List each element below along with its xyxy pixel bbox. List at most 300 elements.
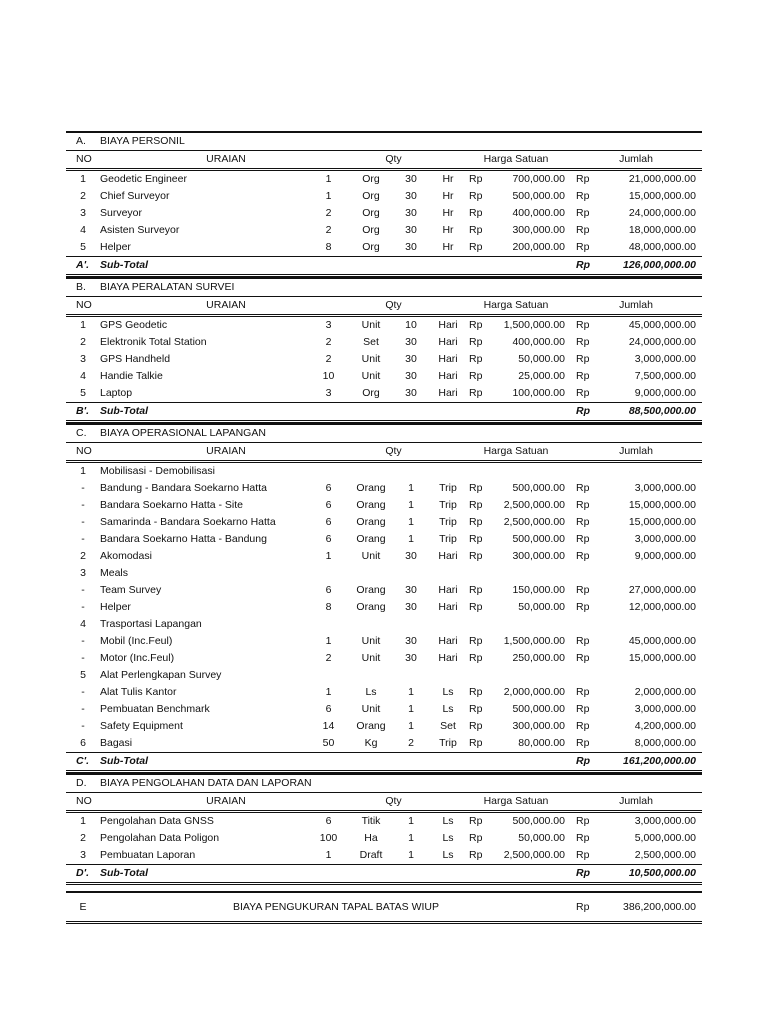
item-amount-currency: Rp [576, 207, 590, 219]
table-row [66, 385, 702, 402]
item-price-currency: Rp [469, 550, 483, 562]
item-qty-count: 1 [325, 686, 332, 698]
grand-total-amount: 386,200,000.00 [623, 901, 696, 913]
item-description: Geodetic Engineer [100, 173, 187, 185]
item-duration: 1 [408, 832, 414, 844]
item-duration: 30 [405, 635, 417, 647]
section-title-row [66, 423, 702, 443]
item-description: Mobilisasi - Demobilisasi [100, 465, 215, 477]
item-duration-unit: Trip [439, 499, 457, 511]
subtotal-label: Sub-Total [100, 755, 149, 767]
item-qty-unit: Orang [356, 601, 386, 613]
item-duration-unit: Hari [438, 550, 458, 562]
item-qty-unit: Unit [361, 550, 381, 562]
item-amount-currency: Rp [576, 241, 590, 253]
item-duration: 1 [408, 720, 414, 732]
header-no: NO [76, 445, 92, 457]
item-amount-currency: Rp [576, 190, 590, 202]
item-qty-unit: Org [362, 207, 380, 219]
column-header-row [66, 443, 702, 463]
item-duration-unit: Trip [439, 533, 457, 545]
table-row [66, 735, 702, 752]
item-qty-unit: Org [362, 224, 380, 236]
subtotal-currency: Rp [576, 259, 590, 271]
item-no: 1 [80, 465, 86, 477]
item-description: Trasportasi Lapangan [100, 618, 202, 630]
item-amount-currency: Rp [576, 336, 590, 348]
item-no: - [81, 499, 85, 511]
item-duration: 10 [405, 319, 417, 331]
item-no: - [81, 686, 85, 698]
header-uraian: URAIAN [206, 445, 246, 457]
item-unit-price: 500,000.00 [512, 190, 565, 202]
item-unit-price: 80,000.00 [518, 737, 565, 749]
item-duration: 1 [408, 703, 414, 715]
item-qty-count: 1 [325, 849, 332, 861]
item-duration-unit: Hari [438, 336, 458, 348]
item-description: Safety Equipment [100, 720, 183, 732]
item-duration: 1 [408, 482, 414, 494]
item-unit-price: 250,000.00 [512, 652, 565, 664]
item-unit-price: 25,000.00 [518, 370, 565, 382]
item-description: GPS Geodetic [100, 319, 168, 331]
item-qty-count: 1 [325, 190, 332, 202]
header-qty: Qty [385, 299, 402, 311]
item-unit-price: 400,000.00 [512, 336, 565, 348]
item-qty-count: 8 [325, 601, 332, 613]
item-description: Team Survey [100, 584, 162, 596]
item-amount-currency: Rp [576, 387, 590, 399]
header-qty: Qty [385, 445, 402, 457]
item-qty-unit: Unit [361, 370, 381, 382]
item-unit-price: 2,500,000.00 [503, 849, 565, 861]
item-description: Bandara Soekarno Hatta - Bandung [100, 533, 267, 545]
item-qty-count: 2 [325, 652, 332, 664]
item-price-currency: Rp [469, 190, 483, 202]
item-amount-currency: Rp [576, 499, 590, 511]
item-amount: 24,000,000.00 [628, 336, 696, 348]
item-duration-unit: Hr [442, 241, 454, 253]
subtotal-row [66, 752, 702, 773]
table-row [66, 188, 702, 205]
item-description: Alat Tulis Kantor [100, 686, 177, 698]
item-qty-count: 1 [325, 635, 332, 647]
item-qty-unit: Draft [359, 849, 383, 861]
item-amount-currency: Rp [576, 652, 590, 664]
item-no: 5 [80, 669, 86, 681]
item-no: 5 [80, 387, 86, 399]
item-unit-price: 700,000.00 [512, 173, 565, 185]
section-title: BIAYA PENGOLAHAN DATA DAN LAPORAN [100, 777, 312, 789]
item-price-currency: Rp [469, 224, 483, 236]
item-qty-count: 100 [319, 832, 338, 844]
item-unit-price: 500,000.00 [512, 482, 565, 494]
item-qty-unit: Orang [356, 584, 386, 596]
item-qty-unit: Orang [356, 516, 386, 528]
item-duration: 2 [408, 737, 414, 749]
table-row [66, 497, 702, 514]
item-unit-price: 50,000.00 [518, 832, 565, 844]
item-amount-currency: Rp [576, 849, 590, 861]
item-amount: 15,000,000.00 [628, 652, 696, 664]
item-qty-unit: Orang [356, 533, 386, 545]
item-amount-currency: Rp [576, 635, 590, 647]
item-unit-price: 50,000.00 [518, 353, 565, 365]
item-no: 3 [80, 353, 86, 365]
item-duration-unit: Trip [439, 482, 457, 494]
item-qty-unit: Titik [361, 815, 381, 827]
item-amount: 21,000,000.00 [628, 173, 696, 185]
subtotal-code: B'. [76, 405, 89, 417]
table-row [66, 171, 702, 188]
item-amount-currency: Rp [576, 737, 590, 749]
table-row [66, 813, 702, 830]
item-unit-price: 300,000.00 [512, 224, 565, 236]
grand-total-row [66, 891, 702, 924]
header-harga-satuan: Harga Satuan [483, 299, 549, 311]
item-description: Pengolahan Data GNSS [100, 815, 214, 827]
item-no: 4 [80, 370, 86, 382]
item-duration: 1 [408, 686, 414, 698]
item-amount-currency: Rp [576, 686, 590, 698]
item-qty-count: 3 [325, 319, 332, 331]
item-qty-count: 6 [325, 516, 332, 528]
item-no: 2 [80, 550, 86, 562]
item-amount: 9,000,000.00 [634, 387, 696, 399]
table-row [66, 633, 702, 650]
item-duration: 30 [405, 550, 417, 562]
table-row [66, 650, 702, 667]
item-duration: 30 [405, 207, 417, 219]
subtotal-amount: 88,500,000.00 [628, 405, 696, 417]
item-duration-unit: Ls [442, 849, 454, 861]
header-jumlah: Jumlah [619, 153, 653, 165]
item-amount: 45,000,000.00 [628, 635, 696, 647]
table-row [66, 368, 702, 385]
section-code: B. [76, 281, 86, 293]
item-qty-count: 8 [325, 241, 332, 253]
item-duration: 1 [408, 499, 414, 511]
item-no: 5 [80, 241, 86, 253]
item-qty-count: 14 [322, 720, 335, 732]
item-description: Samarinda - Bandara Soekarno Hatta [100, 516, 276, 528]
item-qty-unit: Orang [356, 482, 386, 494]
item-amount-currency: Rp [576, 815, 590, 827]
item-duration: 30 [405, 652, 417, 664]
subtotal-amount: 126,000,000.00 [623, 259, 696, 271]
header-harga-satuan: Harga Satuan [483, 445, 549, 457]
subtotal-code: A'. [76, 259, 89, 271]
item-amount: 9,000,000.00 [634, 550, 696, 562]
item-duration-unit: Hari [438, 652, 458, 664]
item-price-currency: Rp [469, 601, 483, 613]
item-amount: 7,500,000.00 [634, 370, 696, 382]
item-qty-unit: Unit [361, 652, 381, 664]
item-amount: 27,000,000.00 [628, 584, 696, 596]
item-price-currency: Rp [469, 720, 483, 732]
item-amount-currency: Rp [576, 832, 590, 844]
item-duration-unit: Hari [438, 319, 458, 331]
item-qty-unit: Kg [364, 737, 378, 749]
item-amount-currency: Rp [576, 720, 590, 732]
item-duration-unit: Hr [442, 190, 454, 202]
item-price-currency: Rp [469, 387, 483, 399]
item-qty-unit: Orang [356, 720, 386, 732]
item-description: GPS Handheld [100, 353, 171, 365]
item-description: Helper [100, 241, 131, 253]
grand-total-code: E [79, 901, 87, 913]
item-no: 1 [80, 319, 86, 331]
item-no: 2 [80, 832, 86, 844]
item-amount: 8,000,000.00 [634, 737, 696, 749]
header-harga-satuan: Harga Satuan [483, 795, 549, 807]
table-row [66, 548, 702, 565]
item-no: 2 [80, 336, 86, 348]
section-code: C. [76, 427, 87, 439]
item-price-currency: Rp [469, 319, 483, 331]
item-amount: 3,000,000.00 [634, 815, 696, 827]
table-row [66, 718, 702, 735]
table-row [66, 701, 702, 718]
item-no: 3 [80, 849, 86, 861]
item-unit-price: 2,500,000.00 [503, 499, 565, 511]
table-row [66, 222, 702, 239]
item-no: - [81, 516, 85, 528]
item-qty-count: 6 [325, 815, 332, 827]
item-qty-unit: Unit [361, 703, 381, 715]
table-row [66, 684, 702, 701]
item-description: Handie Talkie [100, 370, 163, 382]
item-duration: 30 [405, 353, 417, 365]
subtotal-currency: Rp [576, 755, 590, 767]
item-price-currency: Rp [469, 652, 483, 664]
item-duration: 30 [405, 387, 417, 399]
subtotal-label: Sub-Total [100, 259, 149, 271]
section-title-row [66, 131, 702, 151]
item-description: Laptop [100, 387, 133, 399]
item-price-currency: Rp [469, 584, 483, 596]
item-description: Elektronik Total Station [100, 336, 207, 348]
item-qty-unit: Org [362, 387, 380, 399]
item-qty-unit: Org [362, 190, 380, 202]
item-duration: 30 [405, 584, 417, 596]
table-row [66, 582, 702, 599]
item-duration: 30 [405, 336, 417, 348]
item-qty-count: 2 [325, 336, 332, 348]
item-description: Surveyor [100, 207, 143, 219]
item-price-currency: Rp [469, 173, 483, 185]
item-price-currency: Rp [469, 482, 483, 494]
item-qty-unit: Unit [361, 319, 381, 331]
item-duration: 1 [408, 516, 414, 528]
item-amount: 2,500,000.00 [634, 849, 696, 861]
item-description: Motor (Inc.Feul) [100, 652, 175, 664]
item-qty-unit: Ls [365, 686, 377, 698]
item-no: 1 [80, 173, 86, 185]
item-duration: 30 [405, 601, 417, 613]
item-price-currency: Rp [469, 832, 483, 844]
item-unit-price: 50,000.00 [518, 601, 565, 613]
item-unit-price: 150,000.00 [512, 584, 565, 596]
item-amount: 2,000,000.00 [634, 686, 696, 698]
item-duration-unit: Hari [438, 370, 458, 382]
item-qty-unit: Set [363, 336, 379, 348]
item-duration: 1 [408, 815, 414, 827]
item-amount: 5,000,000.00 [634, 832, 696, 844]
item-unit-price: 300,000.00 [512, 720, 565, 732]
table-row [66, 205, 702, 222]
column-header-row [66, 297, 702, 317]
item-qty-count: 2 [325, 207, 332, 219]
header-harga-satuan: Harga Satuan [483, 153, 549, 165]
subtotal-amount: 10,500,000.00 [628, 867, 696, 879]
subtotal-label: Sub-Total [100, 405, 149, 417]
item-amount-currency: Rp [576, 703, 590, 715]
item-amount-currency: Rp [576, 601, 590, 613]
item-price-currency: Rp [469, 703, 483, 715]
item-description: Pembuatan Benchmark [100, 703, 210, 715]
item-description: Akomodasi [100, 550, 152, 562]
item-description: Alat Perlengkapan Survey [100, 669, 222, 681]
item-unit-price: 500,000.00 [512, 703, 565, 715]
item-qty-unit: Unit [361, 353, 381, 365]
item-amount: 48,000,000.00 [628, 241, 696, 253]
item-description: Mobil (Inc.Feul) [100, 635, 173, 647]
item-description: Chief Surveyor [100, 190, 170, 202]
item-description: Asisten Surveyor [100, 224, 180, 236]
item-duration-unit: Hari [438, 601, 458, 613]
grand-total-currency: Rp [576, 901, 590, 913]
header-qty: Qty [385, 153, 402, 165]
header-jumlah: Jumlah [619, 299, 653, 311]
item-price-currency: Rp [469, 686, 483, 698]
section-title: BIAYA PERALATAN SURVEI [100, 281, 235, 293]
item-no: - [81, 652, 85, 664]
item-amount-currency: Rp [576, 370, 590, 382]
item-unit-price: 2,000,000.00 [503, 686, 565, 698]
item-price-currency: Rp [469, 849, 483, 861]
item-unit-price: 500,000.00 [512, 815, 565, 827]
table-row [66, 239, 702, 256]
section-title-row [66, 277, 702, 297]
item-no: 3 [80, 567, 86, 579]
header-no: NO [76, 795, 92, 807]
item-price-currency: Rp [469, 370, 483, 382]
item-no: 2 [80, 190, 86, 202]
item-amount: 3,000,000.00 [634, 703, 696, 715]
column-header-row [66, 793, 702, 813]
item-unit-price: 1,500,000.00 [503, 635, 565, 647]
item-price-currency: Rp [469, 353, 483, 365]
item-price-currency: Rp [469, 336, 483, 348]
item-qty-unit: Orang [356, 499, 386, 511]
item-no: - [81, 601, 85, 613]
item-no: 6 [80, 737, 86, 749]
item-duration: 30 [405, 224, 417, 236]
item-duration: 30 [405, 190, 417, 202]
section-code: A. [76, 135, 86, 147]
item-duration-unit: Ls [442, 703, 454, 715]
grand-total-label: BIAYA PENGUKURAN TAPAL BATAS WIUP [233, 901, 439, 913]
item-price-currency: Rp [469, 241, 483, 253]
header-no: NO [76, 299, 92, 311]
section-title: BIAYA OPERASIONAL LAPANGAN [100, 427, 266, 439]
item-description: Bandung - Bandara Soekarno Hatta [100, 482, 267, 494]
item-duration-unit: Hari [438, 387, 458, 399]
header-uraian: URAIAN [206, 153, 246, 165]
item-duration-unit: Hr [442, 173, 454, 185]
header-jumlah: Jumlah [619, 795, 653, 807]
item-duration-unit: Hari [438, 584, 458, 596]
subtotal-amount: 161,200,000.00 [623, 755, 696, 767]
item-qty-unit: Unit [361, 635, 381, 647]
table-row [66, 847, 702, 864]
table-row [66, 565, 702, 582]
section-title-row [66, 773, 702, 793]
subtotal-row [66, 402, 702, 423]
header-uraian: URAIAN [206, 299, 246, 311]
item-no: - [81, 533, 85, 545]
item-qty-count: 6 [325, 482, 332, 494]
item-description: Pengolahan Data Poligon [100, 832, 220, 844]
subtotal-code: D'. [76, 867, 89, 879]
item-amount: 18,000,000.00 [628, 224, 696, 236]
item-unit-price: 300,000.00 [512, 550, 565, 562]
item-amount-currency: Rp [576, 224, 590, 236]
item-qty-count: 2 [325, 224, 332, 236]
item-no: 3 [80, 207, 86, 219]
item-duration: 30 [405, 370, 417, 382]
table-row [66, 667, 702, 684]
item-description: Bagasi [100, 737, 133, 749]
item-amount: 3,000,000.00 [634, 533, 696, 545]
item-qty-unit: Org [362, 241, 380, 253]
header-jumlah: Jumlah [619, 445, 653, 457]
item-price-currency: Rp [469, 533, 483, 545]
subtotal-row [66, 256, 702, 277]
item-duration-unit: Ls [442, 686, 454, 698]
item-amount-currency: Rp [576, 584, 590, 596]
item-qty-unit: Ha [364, 832, 378, 844]
item-duration-unit: Hr [442, 207, 454, 219]
item-qty-count: 6 [325, 703, 332, 715]
section-code: D. [76, 777, 87, 789]
item-qty-unit: Org [362, 173, 380, 185]
item-amount-currency: Rp [576, 482, 590, 494]
subtotal-row [66, 864, 702, 885]
item-description: Helper [100, 601, 131, 613]
table-row [66, 334, 702, 351]
item-unit-price: 1,500,000.00 [503, 319, 565, 331]
item-amount-currency: Rp [576, 516, 590, 528]
item-amount-currency: Rp [576, 533, 590, 545]
item-unit-price: 200,000.00 [512, 241, 565, 253]
item-amount: 3,000,000.00 [634, 482, 696, 494]
item-duration-unit: Ls [442, 815, 454, 827]
item-amount-currency: Rp [576, 319, 590, 331]
item-description: Bandara Soekarno Hatta - Site [100, 499, 244, 511]
item-unit-price: 2,500,000.00 [503, 516, 565, 528]
item-duration: 30 [405, 241, 417, 253]
item-price-currency: Rp [469, 815, 483, 827]
item-duration-unit: Hr [442, 224, 454, 236]
item-price-currency: Rp [469, 737, 483, 749]
item-qty-count: 6 [325, 533, 332, 545]
item-no: - [81, 482, 85, 494]
item-amount-currency: Rp [576, 173, 590, 185]
item-duration: 1 [408, 533, 414, 545]
item-amount: 15,000,000.00 [628, 516, 696, 528]
